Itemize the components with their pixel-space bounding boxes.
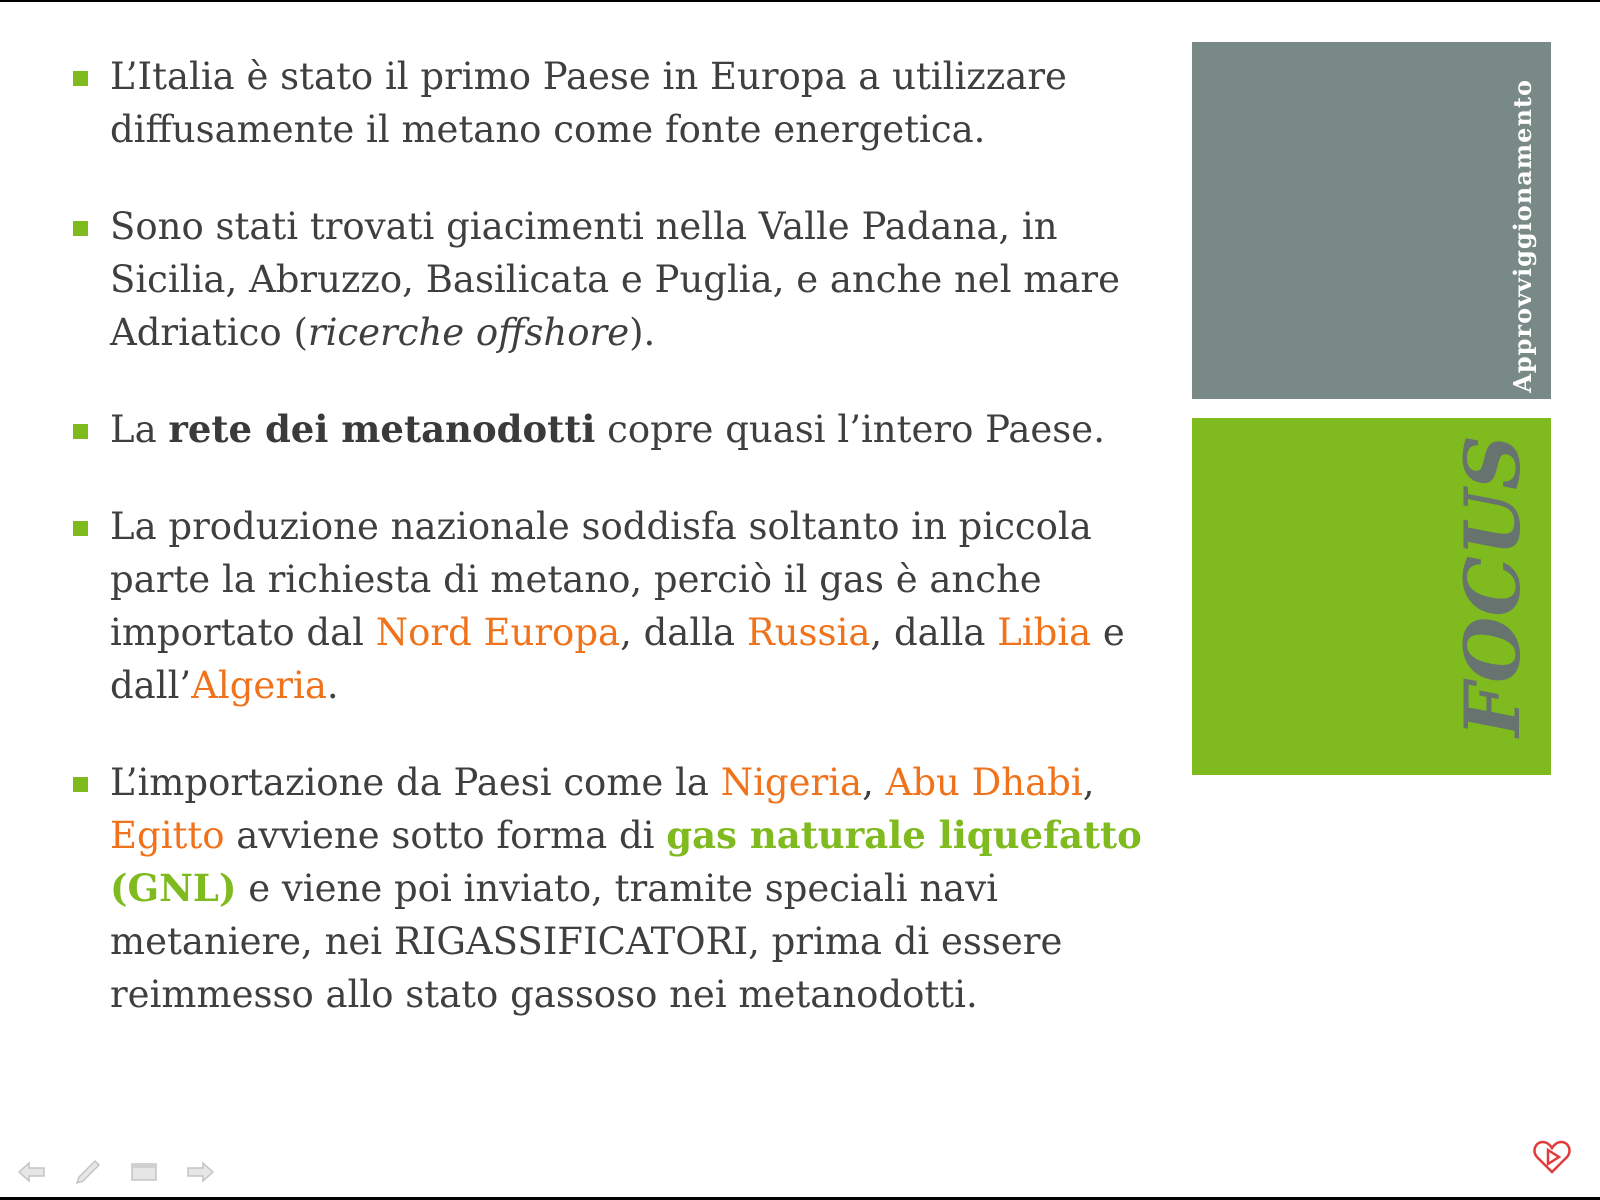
previous-slide-button[interactable]	[14, 1154, 50, 1190]
bullet-text-run: gas naturale liquefatto (GNL)	[110, 813, 1142, 910]
heart-play-logo-icon	[1532, 1137, 1572, 1177]
bullet-marker-icon	[73, 424, 88, 439]
bullet-text-run: Algeria	[191, 664, 327, 707]
section-panel	[1192, 42, 1551, 399]
bullet-text-run: Egitto	[110, 814, 225, 857]
bullet-2-text	[110, 205, 1120, 354]
bullet-3-text	[110, 408, 1105, 451]
bullet-text-run: copre quasi l’intero Paese.	[595, 408, 1105, 451]
bullet-text-run: Abu Dhabi	[885, 761, 1083, 804]
bullet-marker-icon	[73, 521, 88, 536]
bullet-2	[60, 200, 1150, 359]
bullet-3	[60, 403, 1150, 456]
arrow-left-icon	[17, 1160, 47, 1184]
bullet-5	[60, 756, 1150, 1021]
pen-icon	[73, 1157, 103, 1187]
bullet-text-run: , dalla	[870, 611, 998, 654]
bullet-text-run: Libia	[997, 611, 1092, 654]
menu-icon	[129, 1160, 159, 1184]
bullet-1	[60, 50, 1150, 156]
bullet-text-run: La	[110, 408, 169, 451]
bullet-text-run: ).	[629, 311, 656, 354]
bullet-list	[60, 50, 1150, 1021]
bullet-text-run: e dall’	[110, 611, 1125, 707]
bullet-4	[60, 500, 1150, 712]
bullet-text-run: La produzione nazionale soddisfa soltanto in piccola parte la richiesta di metano, perciò il gas è anche importato dal	[110, 505, 1092, 654]
focus-label: FOCUS	[1448, 435, 1537, 737]
bullet-5-text	[110, 761, 1142, 1016]
bullet-text-run: Russia	[746, 611, 871, 654]
bullet-text-run: Nord Europa	[375, 611, 621, 654]
slide	[0, 2, 1600, 1197]
pen-tool-button[interactable]	[70, 1154, 106, 1190]
bullet-marker-icon	[73, 71, 88, 86]
bullet-text-run: .	[326, 664, 339, 707]
bullet-text-run: Nigeria	[720, 761, 863, 804]
bullet-marker-icon	[73, 221, 88, 236]
bullet-text-run: e viene poi inviato, tramite speciali navi metaniere, nei RIGASSIFICATORI, prima di essere reimmesso allo stato gassoso nei metanodotti.	[110, 867, 1063, 1016]
slide-menu-button[interactable]	[126, 1154, 162, 1190]
bullet-text-run: Sono stati trovati giacimenti nella Valle Padana, in Sicilia, Abruzzo, Basilicata e Puglia, e anche nel mare Adriatico (	[110, 205, 1121, 354]
focus-panel	[1192, 418, 1551, 775]
bullet-text-run: avviene sotto forma di	[224, 814, 667, 857]
slideshow-controls	[14, 1152, 218, 1192]
bullet-text-run: L’Italia è stato il primo Paese in Europa a utilizzare diffusamente il metano come fonte energetica.	[110, 55, 1067, 151]
bullet-marker-icon	[73, 777, 88, 792]
bullet-text-run: ,	[1082, 761, 1095, 804]
bullet-4-text	[110, 505, 1125, 707]
bullet-1-text	[110, 55, 1067, 151]
section-title: Approvviggionamento	[1508, 79, 1537, 393]
bullet-text-run: ricerche offshore	[307, 311, 630, 354]
bullet-text-run: L’importazione da Paesi come la	[110, 761, 721, 804]
arrow-right-icon	[185, 1160, 215, 1184]
bullet-text-run: rete dei metanodotti	[168, 407, 596, 451]
bullet-text-run: ,	[862, 761, 886, 804]
bullet-text-run: , dalla	[620, 611, 747, 654]
next-slide-button[interactable]	[182, 1154, 218, 1190]
